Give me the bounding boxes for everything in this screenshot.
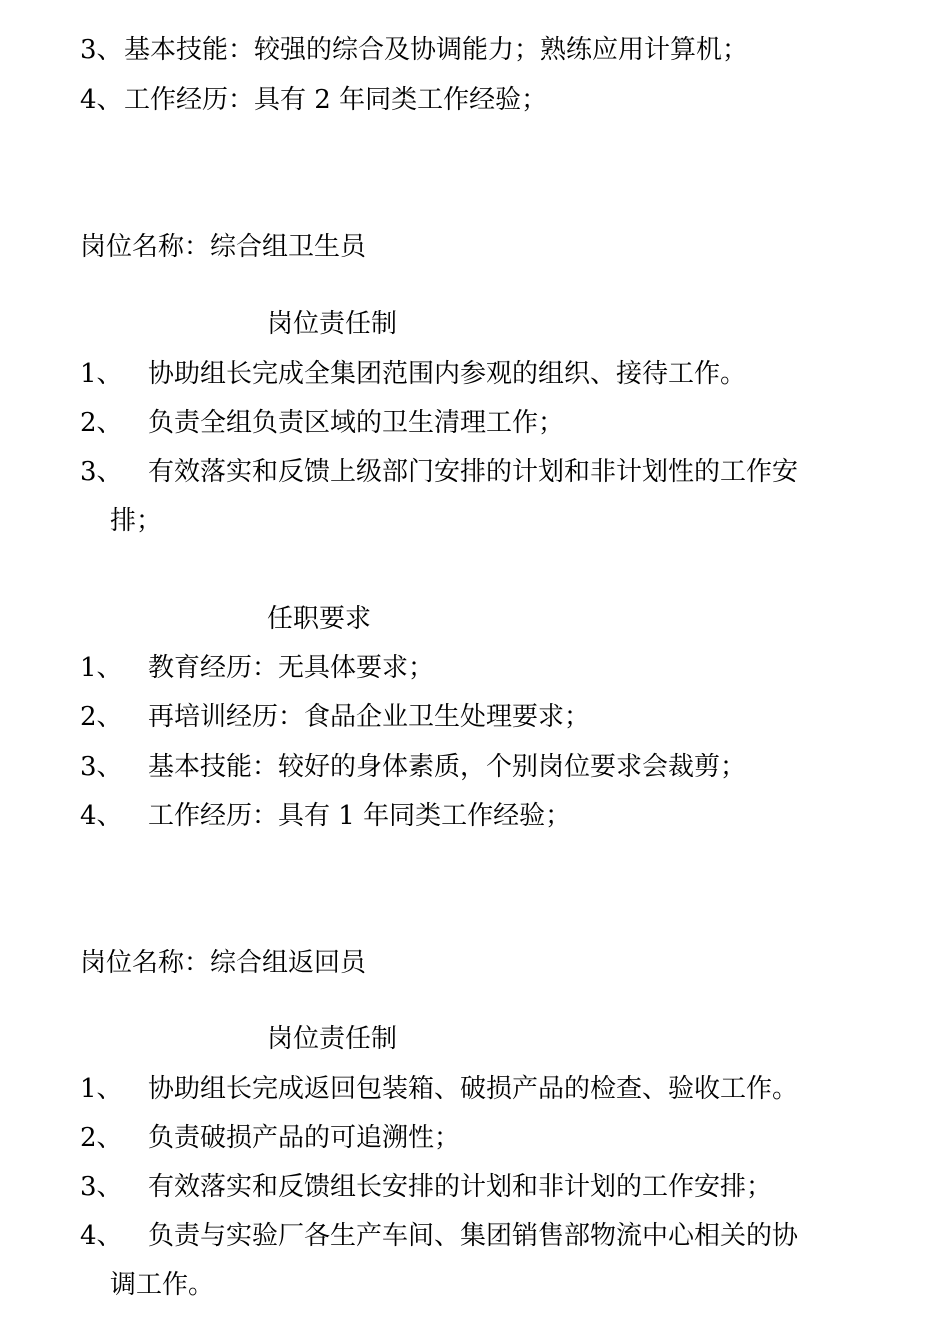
section1-requirement-1: [80, 651, 434, 685]
section2-duty-1: [80, 1072, 798, 1106]
item-text: 再培训经历：食品企业卫生处理要求；: [148, 702, 591, 732]
section1-requirement-3: [80, 750, 746, 784]
item-text: 有效落实和反馈上级部门安排的计划和非计划性的工作安: [148, 457, 799, 487]
top-item-3: [80, 33, 748, 67]
section2-duty-4-continuation: 调工作。: [110, 1270, 215, 1300]
item-number: 1、: [80, 359, 123, 389]
item-number: 4、: [80, 1221, 123, 1251]
item-text: 负责与实验厂各生产车间、集团销售部物流中心相关的协: [148, 1221, 799, 1251]
item-text: 有效落实和反馈组长安排的计划和非计划的工作安排；: [148, 1172, 773, 1202]
item-number: 4、: [80, 85, 123, 115]
item-text: 工作经历：具有 1 年同类工作经验；: [148, 801, 572, 831]
section1-duty-1: [80, 357, 746, 391]
item-text: 协助组长完成全集团范围内参观的组织、接待工作。: [148, 359, 747, 389]
item-number: 2、: [80, 1123, 123, 1153]
section2-title: 岗位名称：综合组返回员: [80, 948, 367, 978]
item-text: 基本技能：较好的身体素质，个别岗位要求会裁剪；: [148, 752, 747, 782]
section2-duty-4: [80, 1219, 798, 1253]
item-number: 1、: [80, 1074, 123, 1104]
item-number: 2、: [80, 702, 123, 732]
section1-title: 岗位名称：综合组卫生员: [80, 232, 367, 262]
item-number: 2、: [80, 408, 123, 438]
section1-duty-3: [80, 455, 798, 489]
item-number: 1、: [80, 653, 123, 683]
item-text: 协助组长完成返回包装箱、破损产品的检查、验收工作。: [148, 1074, 799, 1104]
section2-duty-2: [80, 1121, 460, 1155]
section1-duty-3-continuation: 排；: [110, 506, 163, 536]
section2-duty-3: [80, 1170, 772, 1204]
section1-requirement-2: [80, 700, 590, 734]
section1-requirement-4: [80, 799, 571, 833]
item-number: 3、: [80, 1172, 123, 1202]
section2-duties-heading: 岗位责任制: [267, 1024, 398, 1054]
section1-duties-heading: 岗位责任制: [267, 309, 398, 339]
item-text: 负责全组负责区域的卫生清理工作；: [148, 408, 565, 438]
item-text: 基本技能：较强的综合及协调能力；熟练应用计算机；: [124, 35, 749, 65]
top-item-4: [80, 83, 547, 117]
item-text: 工作经历：具有 2 年同类工作经验；: [124, 85, 548, 115]
item-number: 4、: [80, 801, 123, 831]
section1-requirements-heading: 任职要求: [267, 604, 372, 634]
item-number: 3、: [80, 35, 123, 65]
item-number: 3、: [80, 457, 123, 487]
item-number: 3、: [80, 752, 123, 782]
item-text: 负责破损产品的可追溯性；: [148, 1123, 461, 1153]
item-text: 教育经历：无具体要求；: [148, 653, 435, 683]
section1-duty-2: [80, 406, 564, 440]
